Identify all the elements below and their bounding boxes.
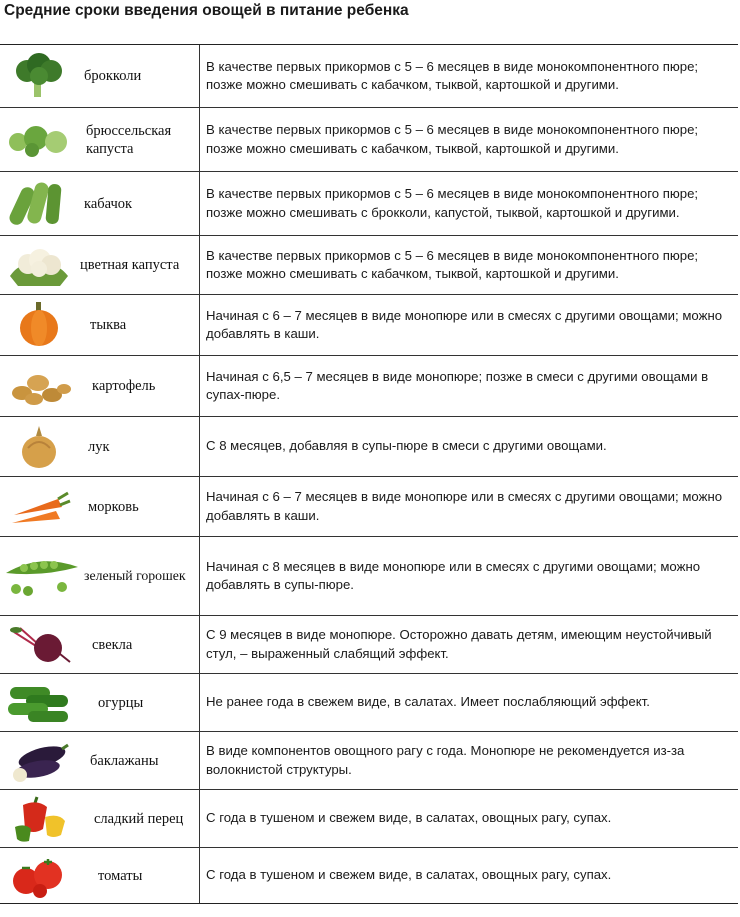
vegetable-name: кабачок xyxy=(84,195,133,212)
table-row xyxy=(0,295,738,356)
introduction-text: Начиная с 6,5 – 7 месяцев в виде монопюре; позже в смеси с другими овощами в супах-пюре. xyxy=(206,368,709,402)
table-row xyxy=(0,172,738,236)
table-row xyxy=(0,616,738,674)
vegetable-name: морковь xyxy=(88,498,139,515)
introduction-text: В качестве первых прикормов с 5 – 6 месяцев в виде монокомпонентного пюре; позже можно смешивать с кабачком, тыквой, картошкой и другими. xyxy=(206,58,699,92)
table-row xyxy=(0,236,738,295)
page-title: Средние сроки введения овощей в питание ребенка xyxy=(4,2,409,19)
beet-icon xyxy=(0,616,78,673)
vegetable-name: баклажаны xyxy=(90,752,159,769)
onion-icon xyxy=(0,417,78,476)
carrot-icon xyxy=(0,477,78,536)
table-row xyxy=(0,477,738,537)
introduction-text: С 9 месяцев в виде монопюре. Осторожно давать детям, имеющим неустойчивый стул, – выраженный слабящий эффект. xyxy=(206,627,712,661)
vegetable-name: лук xyxy=(88,438,110,455)
vegetable-name: огурцы xyxy=(98,694,144,711)
introduction-text: С года в тушеном и свежем виде, в салатах, овощных рагу, супах. xyxy=(206,810,612,826)
table-row xyxy=(0,537,738,616)
introduction-text: Начиная с 8 месяцев в виде монопюре или в смесях с другими овощами; можно добавлять в супы-пюре. xyxy=(206,558,701,592)
table-row xyxy=(0,356,738,417)
table-row xyxy=(0,848,738,904)
potato-icon xyxy=(0,356,78,416)
introduction-text: С года в тушеном и свежем виде, в салатах, овощных рагу, супах. xyxy=(206,867,612,883)
table-row xyxy=(0,732,738,790)
introduction-text: Не ранее года в свежем виде, в салатах. Имеет послабляющий эффект. xyxy=(206,694,650,710)
vegetable-name: брокколи xyxy=(84,68,142,84)
table-row xyxy=(0,674,738,732)
vegetable-name: картофель xyxy=(92,378,156,394)
eggplant-icon xyxy=(0,732,78,789)
vegetable-name: брюссельская капуста xyxy=(86,122,172,157)
vegetable-name: сладкий перец xyxy=(94,810,184,827)
vegetable-name: зеленый горошек xyxy=(84,568,186,583)
introduction-text: Начиная с 6 – 7 месяцев в виде монопюре или в смесях с другими овощами; можно добавлять в каши. xyxy=(206,489,723,523)
vegetable-table xyxy=(0,44,738,904)
introduction-text: В качестве первых прикормов с 5 – 6 месяцев в виде монокомпонентного пюре; позже можно смешивать с брокколи, капустой, тыквой, картошкой и другими. xyxy=(206,186,699,220)
cucumber-icon xyxy=(0,674,78,731)
bell-pepper-icon xyxy=(0,790,78,847)
vegetable-name: томаты xyxy=(98,867,143,884)
introduction-text: Начиная с 6 – 7 месяцев в виде монопюре или в смесях с другими овощами; можно добавлять в каши. xyxy=(206,307,723,341)
green-peas-icon xyxy=(0,537,82,615)
cauliflower-icon xyxy=(0,236,78,294)
introduction-text: В качестве первых прикормов с 5 – 6 месяцев в виде монокомпонентного пюре; позже можно смешивать с кабачком, тыквой, картошкой и другими. xyxy=(206,122,699,156)
table-row xyxy=(0,790,738,848)
broccoli-icon xyxy=(0,45,78,107)
table-row xyxy=(0,417,738,477)
table-row xyxy=(0,45,738,108)
zucchini-icon xyxy=(0,172,78,235)
table-row xyxy=(0,108,738,172)
vegetable-name: свекла xyxy=(92,636,133,653)
introduction-text: С 8 месяцев, добавляя в супы-пюре в смеси с другими овощами. xyxy=(206,438,607,454)
tomato-icon xyxy=(0,848,78,903)
pumpkin-icon xyxy=(0,295,78,355)
vegetable-name: тыква xyxy=(90,317,127,333)
brussels-sprouts-icon xyxy=(0,108,78,171)
introduction-text: В виде компонентов овощного рагу с года. Монопюре не рекомендуется из-за волокнистой структуры. xyxy=(206,743,685,777)
introduction-text: В качестве первых прикормов с 5 – 6 месяцев в виде монокомпонентного пюре; позже можно смешивать с кабачком, тыквой, картошкой и другими. xyxy=(206,247,699,281)
vegetable-name: цветная капуста xyxy=(80,257,180,273)
